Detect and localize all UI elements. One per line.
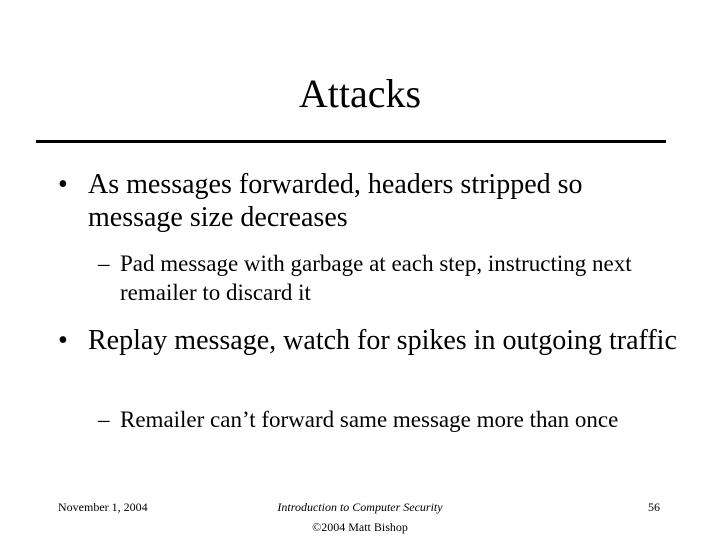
footer-date: November 1, 2004 (58, 500, 148, 514)
page-number: 56 (648, 500, 660, 514)
bullet-item (58, 324, 678, 357)
bullet-text: Replay message, watch for spikes in outgoing traffic (88, 325, 677, 356)
bullet-marker: • (58, 169, 68, 200)
footer-center (230, 497, 490, 537)
sub-bullet-item (98, 405, 658, 434)
sub-bullet-text: Pad message with garbage at each step, instructing next remailer to discard it (120, 251, 632, 305)
bullet-item (58, 168, 678, 234)
sub-bullet-text: Remailer can’t forward same message more than once (120, 407, 619, 432)
footer-copyright: ©2004 Matt Bishop (312, 520, 408, 534)
sub-bullet-marker: – (98, 251, 110, 276)
sub-bullet-item (98, 249, 658, 307)
bullet-text: As messages forwarded, headers stripped so message size decreases (88, 169, 583, 233)
bullet-marker: • (58, 325, 68, 356)
sub-bullet-marker: – (98, 407, 110, 432)
footer-course: Introduction to Computer Security (277, 500, 443, 514)
slide-title: Attacks (298, 71, 422, 116)
